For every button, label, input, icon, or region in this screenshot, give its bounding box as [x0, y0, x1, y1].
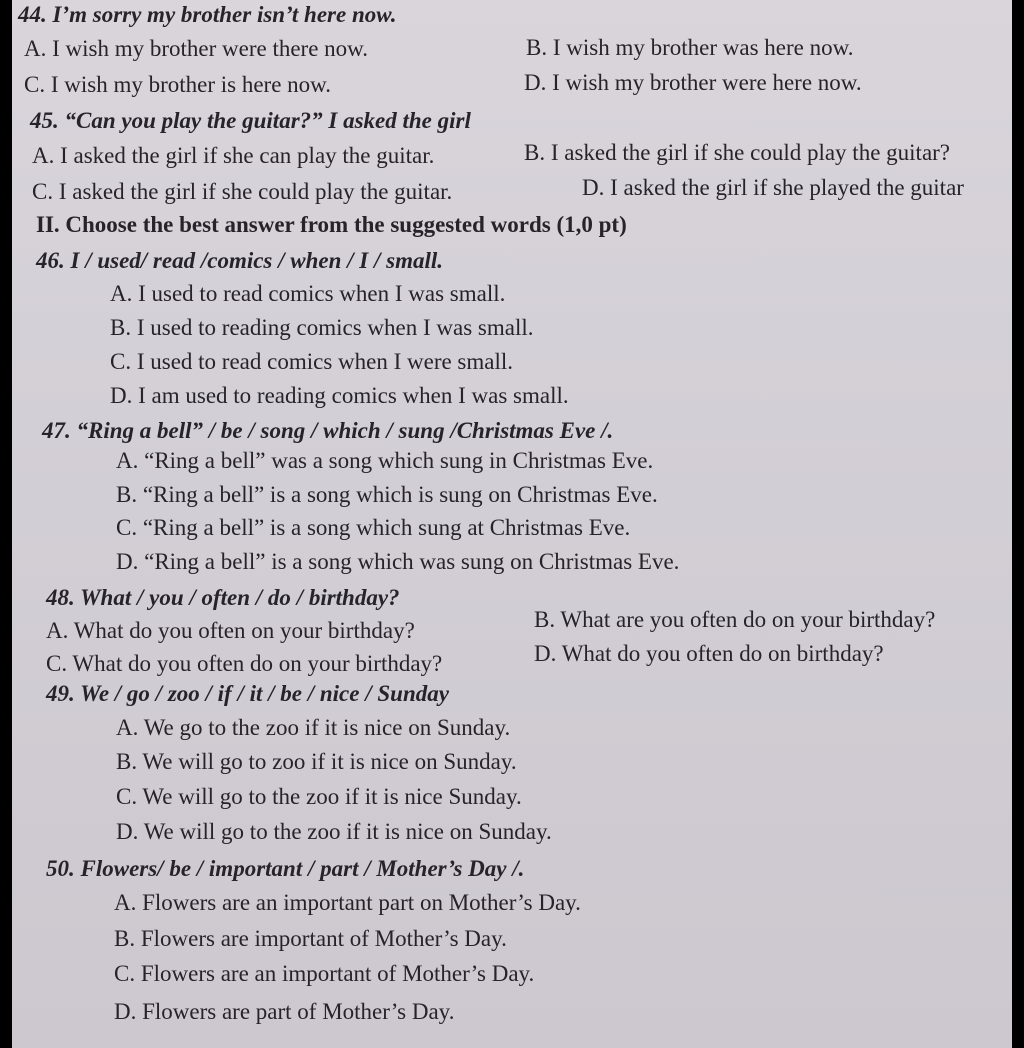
question-46-option-c: C. I used to read comics when I were small.: [110, 349, 514, 374]
question-48-option-a: A. What do you often on your birthday?: [46, 618, 415, 643]
question-46-option-a: A. I used to read comics when I was small.: [110, 281, 506, 306]
question-44-option-d: D. I wish my brother were here now.: [524, 70, 862, 95]
question-49-option-c: C. We will go to the zoo if it is nice Sunday.: [116, 784, 522, 809]
question-49-option-a: A. We go to the zoo if it is nice on Sunday.: [116, 715, 511, 740]
question-49-prompt: 49. We / go / zoo / if / it / be / nice / Sunday: [46, 681, 449, 706]
question-44-option-c: C. I wish my brother is here now.: [24, 72, 332, 97]
question-47-option-a: A. “Ring a bell” was a song which sung in Christmas Eve.: [116, 448, 654, 473]
question-48-option-b: B. What are you often do on your birthday?: [534, 607, 936, 632]
question-44-option-a: A. I wish my brother were there now.: [24, 36, 369, 61]
question-47-option-b: B. “Ring a bell” is a song which is sung on Christmas Eve.: [116, 482, 658, 507]
question-46-prompt: 46. I / used/ read /comics / when / I / small.: [36, 248, 444, 273]
question-45-option-a: A. I asked the girl if she can play the guitar.: [32, 143, 435, 168]
question-50-option-a: A. Flowers are an important part on Mother’s Day.: [114, 890, 581, 915]
question-47-option-c: C. “Ring a bell” is a song which sung at Christmas Eve.: [116, 515, 631, 540]
question-50-option-c: C. Flowers are an important of Mother’s Day.: [114, 961, 535, 986]
question-48-option-c: C. What do you often do on your birthday?: [46, 651, 443, 676]
question-45-option-d: D. I asked the girl if she played the guitar: [582, 175, 964, 200]
question-45-option-c: C. I asked the girl if she could play the guitar.: [32, 179, 453, 204]
question-50-prompt: 50. Flowers/ be / important / part / Mother’s Day /.: [46, 856, 525, 881]
question-49-option-b: B. We will go to zoo if it is nice on Sunday.: [116, 749, 517, 774]
question-44-prompt: 44. I’m sorry my brother isn’t here now.: [18, 2, 397, 27]
question-46-option-d: D. I am used to reading comics when I was small.: [110, 383, 569, 408]
question-49-option-d: D. We will go to the zoo if it is nice on Sunday.: [116, 819, 552, 844]
question-48-prompt: 48. What / you / often / do / birthday?: [46, 585, 400, 610]
question-47-prompt: 47. “Ring a bell” / be / song / which / sung /Christmas Eve /.: [42, 418, 614, 443]
question-45-prompt: 45. “Can you play the guitar?” I asked the girl: [30, 108, 471, 133]
worksheet-page: [12, 0, 1012, 1048]
section-heading: II. Choose the best answer from the suggested words (1,0 pt): [36, 212, 627, 237]
question-48-option-d: D. What do you often do on birthday?: [534, 641, 884, 666]
question-47-option-d: D. “Ring a bell” is a song which was sung on Christmas Eve.: [116, 549, 680, 574]
question-46-option-b: B. I used to reading comics when I was small.: [110, 315, 534, 340]
question-50-option-d: D. Flowers are part of Mother’s Day.: [114, 999, 455, 1024]
question-50-option-b: B. Flowers are important of Mother’s Day.: [114, 926, 507, 951]
question-45-option-b: B. I asked the girl if she could play the guitar?: [524, 140, 951, 165]
question-44-option-b: B. I wish my brother was here now.: [526, 35, 854, 60]
